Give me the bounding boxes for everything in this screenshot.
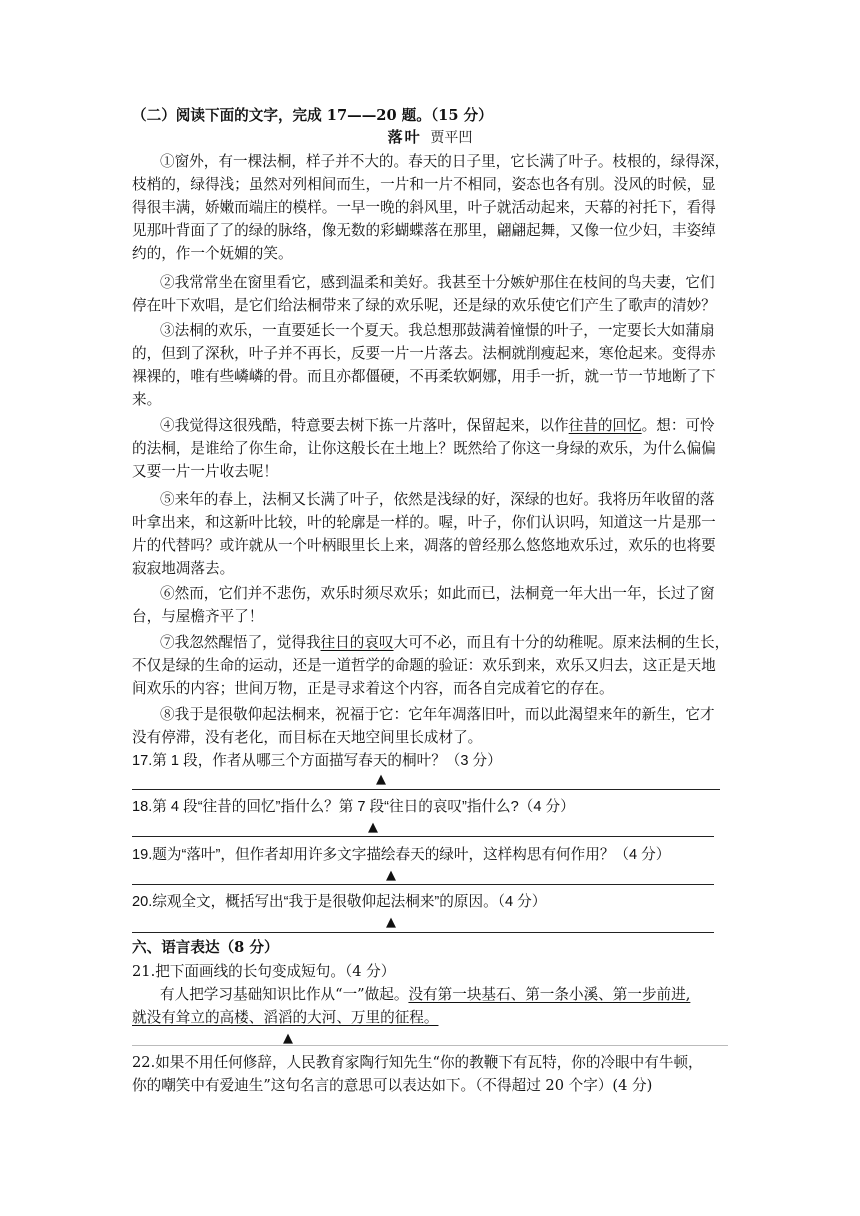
text-run: 大可不必，而且有十分的幼稚呢。原来法桐的生长， [393, 634, 730, 651]
answer-line[interactable] [132, 884, 714, 885]
answer-line[interactable] [132, 932, 714, 933]
paragraph-line: 的，但到了深秋，叶子并不再长，反要一片一片落去。法桐就削瘦起来，寒伧起来。变得赤 [132, 345, 716, 362]
section-heading: （二）阅读下面的文字，完成 17——20 题。（15 分） [132, 107, 493, 124]
text-run: 。想：可怜 [641, 417, 715, 434]
paragraph-line: 间欢乐的内容；世间万物，正是寻求着这个内容，而各自完成着它的存在。 [132, 680, 614, 697]
paragraph-line: ③法桐的欢乐，一直要延长一个夏天。我总想那鼓满着憧憬的叶子，一定要长大如蒲扇 [160, 322, 715, 339]
answer-marker: ▲ [283, 1031, 293, 1046]
answer-line[interactable] [132, 836, 714, 837]
paragraph-line: 得很丰满，娇嫩而端庄的模样。一早一晚的斜风里，叶子就活动起来，天幕的衬托下，看得 [132, 199, 716, 216]
answer-line[interactable] [132, 1045, 728, 1046]
underlined-sentence: 没有第一块基石、第一条小溪、第一步前进, [408, 986, 691, 1003]
question-17: 17.第 1 段，作者从哪三个方面描写春天的桐叶？（3 分） [132, 753, 502, 769]
paragraph-line: 叶拿出来，和这新叶比较，叶的轮廓是一样的。喔，叶子，你们认识吗，知道这一片是那一 [132, 514, 716, 531]
question-19: 19.题为“落叶”，但作者却用许多文字描绘春天的绿叶，这样构思有何作用？（4 分） [132, 847, 671, 863]
question-21-text [160, 985, 760, 1005]
paragraph-line: ②我常常坐在窗里看它，感到温柔和美好。我甚至十分嫉妒那住在枝间的鸟夫妻，它们 [160, 274, 715, 291]
text-run: ⑦我忽然醒悟了，觉得我 [160, 634, 321, 651]
paragraph-line: 约的，作一个妩媚的笑。 [132, 245, 293, 262]
article-title [0, 127, 860, 148]
question-21: 21.把下面画线的长句变成短句。（4 分） [132, 963, 396, 980]
paragraph-line: 没有停滞，没有老化，而目标在天地空间里长成材了。 [132, 729, 483, 746]
question-22: 你的嘲笑中有爱迪生”这句名言的意思可以表达如下。（不得超过 20 个字）(4 分) [132, 1077, 653, 1094]
paragraph-line: 裸裸的，唯有些嶙嶙的骨。而且亦都僵硬，不再柔软婀娜，用手一折，就一节一节地断了下 [132, 368, 716, 385]
paragraph-line: 来。 [132, 391, 162, 408]
paragraph-line: 不仅是绿的生命的运动，还是一道哲学的命题的验证：欢乐到来，欢乐又归去，这正是天地 [132, 657, 716, 674]
paragraph-line: ⑧我于是很敬仰起法桐来，祝福于它：它年年凋落旧叶，而以此渴望来年的新生，它才 [160, 706, 715, 723]
paragraph-line: 见那叶背面了了的绿的脉络，像无数的彩蝴蝶落在那里，翩翩起舞，又像一位少妇，丰姿绰 [132, 222, 716, 239]
paragraph-line: 寂寂地凋落去。 [132, 560, 235, 577]
title-text: 落叶 [387, 128, 422, 146]
paragraph-line: 又要一片一片收去呢！ [132, 463, 278, 480]
section-heading: 六、语言表达（8 分） [132, 939, 279, 956]
answer-marker: ▲ [376, 772, 386, 787]
answer-marker: ▲ [368, 820, 378, 835]
paragraph-line: ⑤来年的春上，法桐又长满了叶子，依然是浅绿的好，深绿的也好。我将历年收留的落 [160, 491, 715, 508]
question-22: 22.如果不用任何修辞，人民教育家陶行知先生“你的教鞭下有瓦特，你的冷眼中有牛顿， [132, 1054, 703, 1071]
paragraph-line [160, 416, 760, 436]
paragraph-line [160, 633, 760, 653]
paragraph-line: 片的代替吗？或许就从一个叶柄眼里长上来，凋落的曾经那么悠悠地欢乐过，欢乐的也将要 [132, 537, 716, 554]
paragraph-line: 枝梢的，绿得浅；虽然对列相间而生，一片和一片不相同，姿态也各有別。没风的时候，显 [132, 176, 716, 193]
author-name: 贾平凹 [430, 130, 473, 146]
answer-line[interactable] [132, 789, 720, 790]
paragraph-line: 台，与屋檐齐平了！ [132, 608, 264, 625]
question-20: 20.综观全文，概括写出“我于是很敬仰起法桐来”的原因。（4 分） [132, 894, 547, 910]
underlined-phrase: 往日的哀叹 [320, 634, 394, 651]
paragraph-line: ①窗外，有一棵法桐，样子并不大的。春天的日子里，它长满了叶子。枝根的，绿得深， [160, 153, 730, 170]
paragraph-line: ⑥然而，它们并不悲伤，欢乐时须尽欢乐；如此而已，法桐竟一年大出一年，长过了窗 [160, 585, 715, 602]
paragraph-line: 的法桐，是谁给了你生命，让你这般长在土地上？既然给了你这一身绿的欢乐，为什么偏偏 [132, 440, 716, 457]
underlined-phrase: 往昔的回忆 [568, 417, 642, 434]
question-21-text [132, 1008, 732, 1028]
text-run: 有人把学习基础知识比作从“一”做起。 [160, 986, 409, 1003]
text-run: ④我觉得这很残酷，特意要去树下拣一片落叶，保留起来，以作 [160, 417, 569, 434]
question-18: 18.第 4 段“往昔的回忆”指什么？第 7 段“往日的哀叹”指什么?（4 分） [132, 799, 575, 815]
paragraph-line: 停在叶下欢唱，是它们给法桐带来了绿的欢乐呢，还是绿的欢乐使它们产生了歌声的清妙？ [132, 297, 716, 314]
answer-marker: ▲ [386, 915, 396, 930]
underlined-sentence: 就没有耸立的高楼、滔滔的大河、万里的征程。 [132, 1009, 439, 1026]
answer-marker: ▲ [386, 868, 396, 883]
